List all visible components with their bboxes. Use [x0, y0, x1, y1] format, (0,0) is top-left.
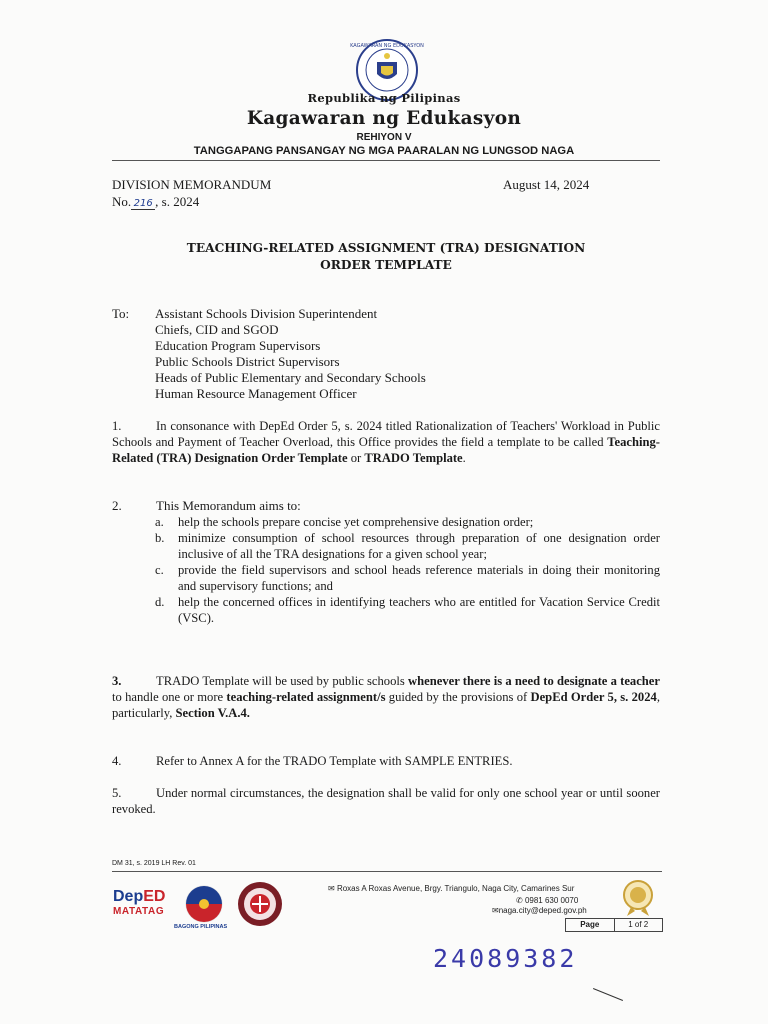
paragraph-4	[112, 753, 660, 769]
matatag-wordmark: MATATAG	[113, 906, 165, 917]
header-divider	[112, 160, 660, 161]
region-heading: REHIYON V	[356, 132, 412, 143]
pen-mark	[593, 988, 623, 1001]
page-indicator	[565, 918, 663, 932]
paragraph-number: 3.	[112, 674, 122, 688]
recipient-item: Heads of Public Elementary and Secondary Schools	[155, 370, 426, 385]
paragraph-number: 4.	[112, 754, 122, 768]
document-stamp-number: 24089382	[433, 944, 578, 973]
office-heading: TANGGAPANG PANSANGAY NG MGA PAARALAN NG LUNGSOD NAGA	[193, 145, 575, 157]
memo-subject	[112, 240, 660, 274]
list-letter: a.	[155, 515, 164, 529]
page-label: Page	[580, 920, 600, 929]
paragraph-2-heading	[112, 498, 301, 514]
list-letter: d.	[155, 595, 165, 609]
svg-text:KAGAWARAN NG EDUKASYON: KAGAWARAN NG EDUKASYON	[350, 43, 424, 49]
paragraph-number: 2.	[112, 498, 122, 513]
memo-type: DIVISION MEMORANDUM	[112, 177, 272, 192]
paragraph-text: Under normal circumstances, the designation shall be valid for only one school year or until sooner revoked.	[112, 786, 660, 816]
email-line	[492, 906, 587, 915]
deped-wordmark-b: ED	[143, 888, 166, 905]
email-icon: ✉	[492, 906, 499, 915]
paragraph-bold: teaching-related assignment/s	[226, 690, 386, 704]
deped-wordmark-a: Dep	[113, 888, 144, 905]
naga-division-seal-icon	[236, 880, 284, 928]
footer-divider	[112, 871, 662, 872]
paragraph-text: or	[347, 451, 365, 465]
memo-number-prefix: No.	[112, 194, 132, 209]
phone-text: 0981 630 0070	[524, 896, 579, 905]
paragraph-3	[112, 673, 660, 721]
paragraph-1	[112, 418, 660, 466]
page-value: 1 of 2	[614, 919, 663, 931]
recipient-item: Human Resource Management Officer	[155, 386, 357, 401]
memo-number-suffix: , s. 2024	[155, 194, 200, 209]
subject-line-2: ORDER TEMPLATE	[320, 258, 452, 272]
aims-list	[155, 514, 660, 626]
memo-date: August 14, 2024	[503, 177, 590, 192]
award-seal-icon	[617, 877, 659, 917]
paragraph-text: .	[462, 451, 466, 465]
paragraph-bold: Section V.A.4.	[175, 706, 250, 720]
paragraph-number: 5.	[112, 786, 122, 800]
paragraph-bold: DepEd Order 5, s. 2024	[530, 690, 657, 704]
list-item	[155, 514, 660, 530]
memo-number-value: 216	[131, 198, 155, 210]
bagong-pilipinas-logo-icon	[180, 884, 228, 924]
deped-wordmark	[113, 888, 171, 906]
paragraph-text: Refer to Annex A for the TRADO Template with SAMPLE ENTRIES.	[156, 754, 513, 768]
list-text: help the schools prepare concise yet comprehensive designation order;	[178, 515, 534, 529]
list-item	[155, 530, 660, 562]
email-text: naga.city@deped.gov.ph	[498, 906, 587, 915]
address-line	[328, 884, 574, 893]
paragraph-text: In consonance with DepEd Order 5, s. 2024 titled Rationalization of Teachers' Workload in Public Schools and Payment of Teacher Overload, this Office provides the field a template to be called	[112, 419, 660, 449]
list-text: provide the field supervisors and school heads reference materials in doing their monitoring and supervisory functions; and	[178, 563, 660, 593]
paragraph-text: , particularly,	[112, 690, 660, 720]
subject-line-1: TEACHING-RELATED ASSIGNMENT (TRA) DESIGNATION	[186, 241, 586, 255]
list-text: minimize consumption of school resources through preparation of one designation order inclusive of all the TRA designations for a given school year;	[178, 531, 660, 561]
recipient-item: Chiefs, CID and SGOD	[155, 322, 279, 337]
recipient-list	[155, 306, 426, 402]
phone-icon: ✆	[516, 896, 525, 905]
to-label: To:	[112, 306, 130, 321]
deped-logo	[113, 888, 171, 917]
list-item	[155, 594, 660, 626]
paragraph-5	[112, 785, 660, 817]
recipient-item: Assistant Schools Division Superintendent	[155, 306, 378, 321]
list-item	[155, 562, 660, 594]
list-letter: c.	[155, 563, 164, 577]
list-letter: b.	[155, 531, 165, 545]
bagong-pilipinas-text: BAGONG PILIPINAS	[174, 924, 228, 930]
form-reference: DM 31, s. 2019 LH Rev. 01	[112, 860, 196, 867]
paragraph-bold: Teaching-Related (TRA) Designation Order Template	[112, 435, 660, 465]
paragraph-bold: whenever there is a need to designate a teacher	[408, 674, 660, 688]
department-heading: Kagawaran ng Edukasyon	[246, 108, 522, 129]
paragraph-text: guided by the provisions of	[385, 690, 531, 704]
recipient-item: Education Program Supervisors	[155, 338, 321, 353]
paragraph-text: to handle one or more	[112, 690, 227, 704]
paragraph-number: 1.	[112, 419, 122, 433]
recipient-item: Public Schools District Supervisors	[155, 354, 340, 369]
memo-number	[112, 194, 199, 210]
list-text: help the concerned offices in identifying teachers who are entitled for Vacation Service Credit (VSC).	[178, 595, 660, 625]
phone-line	[516, 896, 578, 905]
mail-icon: ✉	[328, 884, 337, 893]
republic-heading: Republika ng Pilipinas	[307, 91, 461, 105]
paragraph-text: This Memorandum aims to:	[156, 498, 301, 513]
address-text: Roxas A Roxas Avenue, Brgy. Triangulo, Naga City, Camarines Sur	[336, 884, 575, 893]
paragraph-text: TRADO Template will be used by public schools	[156, 674, 409, 688]
paragraph-bold: TRADO Template	[364, 451, 463, 465]
